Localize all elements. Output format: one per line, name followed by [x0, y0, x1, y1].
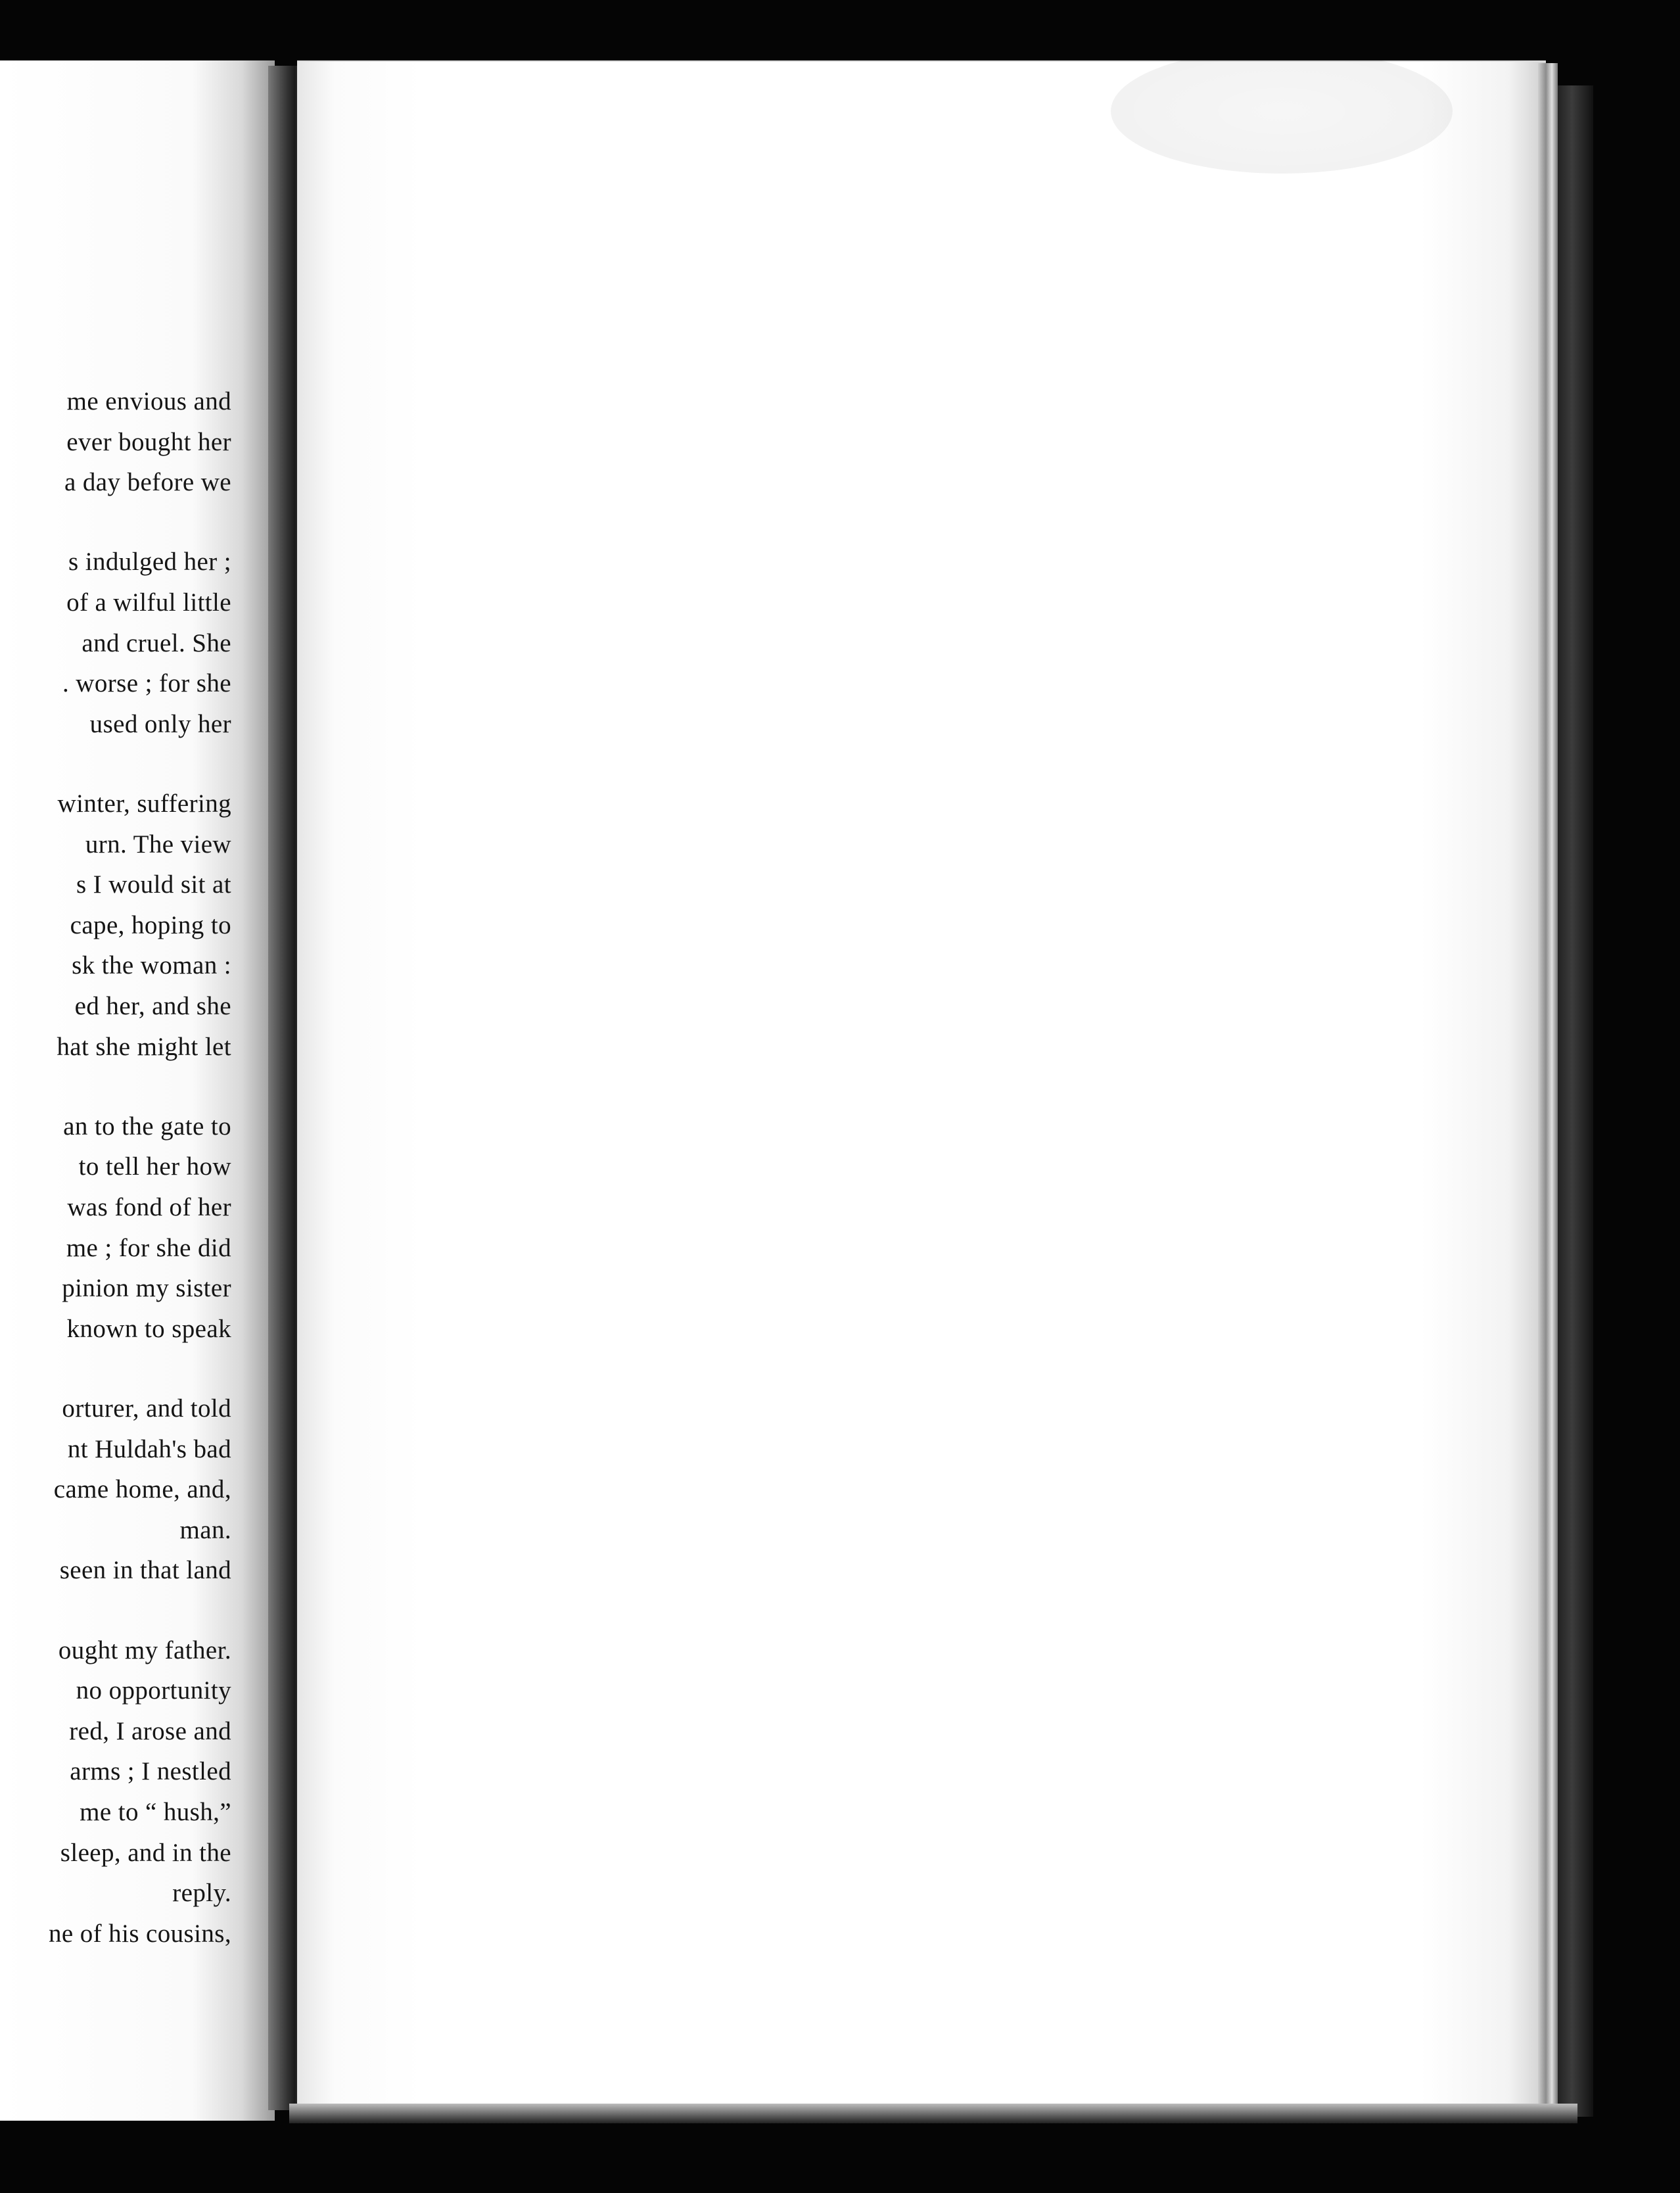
text-line: s indulged her ; [68, 548, 231, 576]
text-line: ever bought her [66, 428, 231, 456]
text-line: was fond of her [67, 1193, 231, 1221]
text-line: winter, suffering [57, 790, 231, 818]
text-line: s I would sit at [76, 870, 231, 899]
text-line: red, I arose and [69, 1717, 231, 1745]
text-line: hat she might let [57, 1033, 231, 1061]
text-line: orturer, and told [62, 1394, 231, 1423]
text-line: used only her [89, 710, 231, 738]
text-line: ne of his cousins, [48, 1920, 231, 1948]
text-line: . worse ; for she [62, 669, 231, 697]
text-line: came home, and, [53, 1475, 231, 1503]
text-line: no opportunity [76, 1676, 231, 1705]
text-line: nt Huldah's bad [67, 1435, 231, 1463]
text-line: a day before we [64, 468, 231, 496]
text-line: of a wilful little [66, 588, 231, 617]
text-line: reply. [172, 1879, 231, 1907]
cover-edge [1558, 85, 1593, 2117]
text-line: ought my father. [58, 1636, 231, 1664]
text-line: pinion my sister [62, 1274, 231, 1302]
left-page [0, 60, 275, 2121]
text-line: an to the gate to [63, 1112, 231, 1141]
text-line: urn. The view [85, 830, 231, 859]
text-line: seen in that land [59, 1556, 231, 1584]
text-line: me envious and [66, 387, 231, 415]
text-line: man. [179, 1516, 231, 1544]
text-line: ed her, and she [74, 992, 231, 1020]
text-line: me ; for she did [66, 1234, 231, 1262]
text-line: to tell her how [78, 1152, 231, 1181]
bottom-shadow [289, 2104, 1577, 2123]
right-page-blank [297, 60, 1546, 2117]
page-stain [1111, 49, 1453, 174]
text-line: sleep, and in the [60, 1839, 231, 1867]
text-line: arms ; I nestled [70, 1757, 231, 1785]
text-line: sk the woman : [72, 951, 231, 979]
text-line: me to “ hush,” [80, 1798, 231, 1826]
text-line: cape, hoping to [70, 911, 231, 939]
text-line: and cruel. She [82, 629, 231, 657]
page-edges [1538, 63, 1558, 2114]
text-line: known to speak [66, 1315, 231, 1343]
